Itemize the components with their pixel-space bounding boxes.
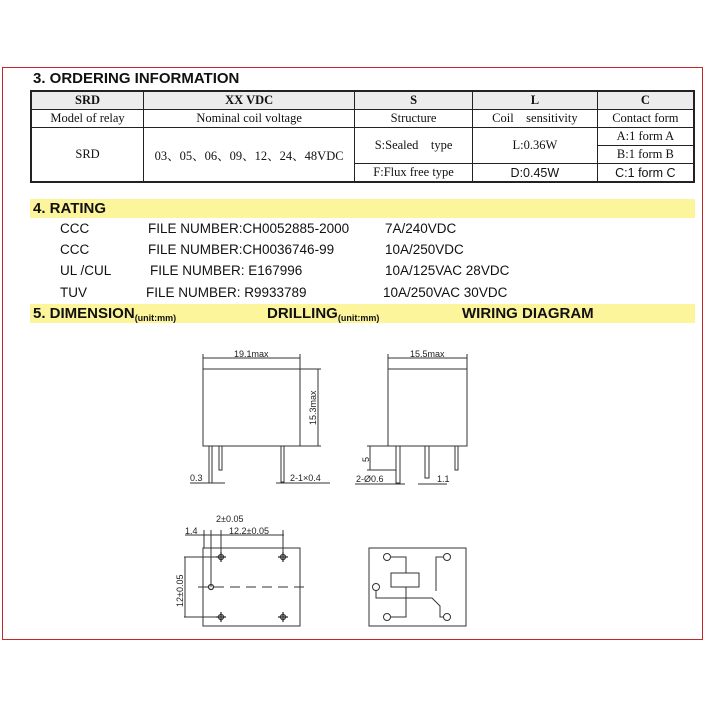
contact-cell: B:1 form B bbox=[597, 146, 694, 164]
contact-cell: A:1 form A bbox=[597, 128, 694, 146]
subheader-cell: Nominal coil voltage bbox=[144, 110, 355, 128]
drill-pitch-label: 2±0.05 bbox=[216, 514, 244, 524]
drill-offset-label: 1.4 bbox=[185, 526, 198, 536]
pin-pitch-label: 1.1 bbox=[437, 474, 450, 484]
rating-value: 10A/250VDC bbox=[385, 242, 464, 257]
rating-file: FILE NUMBER: R9933789 bbox=[146, 285, 307, 300]
model-cell: SRD bbox=[31, 128, 144, 183]
structure-cell: F:Flux free type bbox=[355, 164, 473, 183]
header-cell: XX VDC bbox=[144, 91, 355, 110]
drilling-drawing bbox=[184, 530, 308, 626]
rating-value: 7A/240VDC bbox=[385, 221, 457, 236]
subheader-cell: Model of relay bbox=[31, 110, 144, 128]
wiring-title: WIRING DIAGRAM bbox=[462, 305, 594, 322]
subheader-cell: Contact form bbox=[597, 110, 694, 128]
rating-cert: CCC bbox=[60, 242, 90, 257]
rating-cert: TUV bbox=[60, 285, 87, 300]
subheader-cell: Coil sensitivity bbox=[472, 110, 597, 128]
pin-thickness-label: 0.3 bbox=[190, 473, 203, 483]
header-cell: L bbox=[472, 91, 597, 110]
pin-width-label: 2-1×0.4 bbox=[290, 473, 321, 483]
header-cell: SRD bbox=[31, 91, 144, 110]
drilling-title: $DRILLING_{(unit:mm)}$ bbox=[267, 305, 380, 323]
ordering-title: 3. ORDERING INFORMATION bbox=[33, 70, 240, 87]
height-label: 15.3max bbox=[308, 390, 318, 425]
contact-cell: C:1 form C bbox=[597, 164, 694, 183]
voltage-cell: 03、05、06、09、12、24、48VDC bbox=[144, 128, 355, 183]
side-view-drawing bbox=[355, 354, 467, 484]
drill-height-label: 12±0.05 bbox=[175, 574, 185, 607]
dimension-title: 5. $DIMENSION_{(unit:mm)}$ bbox=[33, 305, 177, 323]
rating-value: 10A/125VAC 28VDC bbox=[385, 263, 510, 278]
header-cell: C bbox=[597, 91, 694, 110]
rating-cert: UL /CUL bbox=[60, 263, 112, 278]
width-label: 19.1max bbox=[234, 349, 269, 359]
drill-span-label: 12.2±0.05 bbox=[229, 526, 269, 536]
wiring-diagram-drawing bbox=[369, 548, 466, 626]
rating-value: 10A/250VAC 30VDC bbox=[383, 285, 508, 300]
rating-title: 4. RATING bbox=[33, 200, 107, 217]
rating-cert: CCC bbox=[60, 221, 90, 236]
depth-label: 15.5max bbox=[410, 349, 445, 359]
rating-file: FILE NUMBER: E167996 bbox=[150, 263, 303, 278]
rating-file: FILE NUMBER:CH0052885-2000 bbox=[148, 221, 350, 236]
rating-file: FILE NUMBER:CH0036746-99 bbox=[148, 242, 335, 257]
sensitivity-cell: D:0.45W bbox=[472, 164, 597, 183]
pin-length-label: 5 bbox=[361, 456, 371, 462]
header-cell: S bbox=[355, 91, 473, 110]
sensitivity-cell: L:0.36W bbox=[472, 128, 597, 164]
structure-cell: S:Sealed type bbox=[355, 128, 473, 164]
subheader-cell: Structure bbox=[355, 110, 473, 128]
pin-diameter-label: 2-Ø0.6 bbox=[356, 474, 384, 484]
